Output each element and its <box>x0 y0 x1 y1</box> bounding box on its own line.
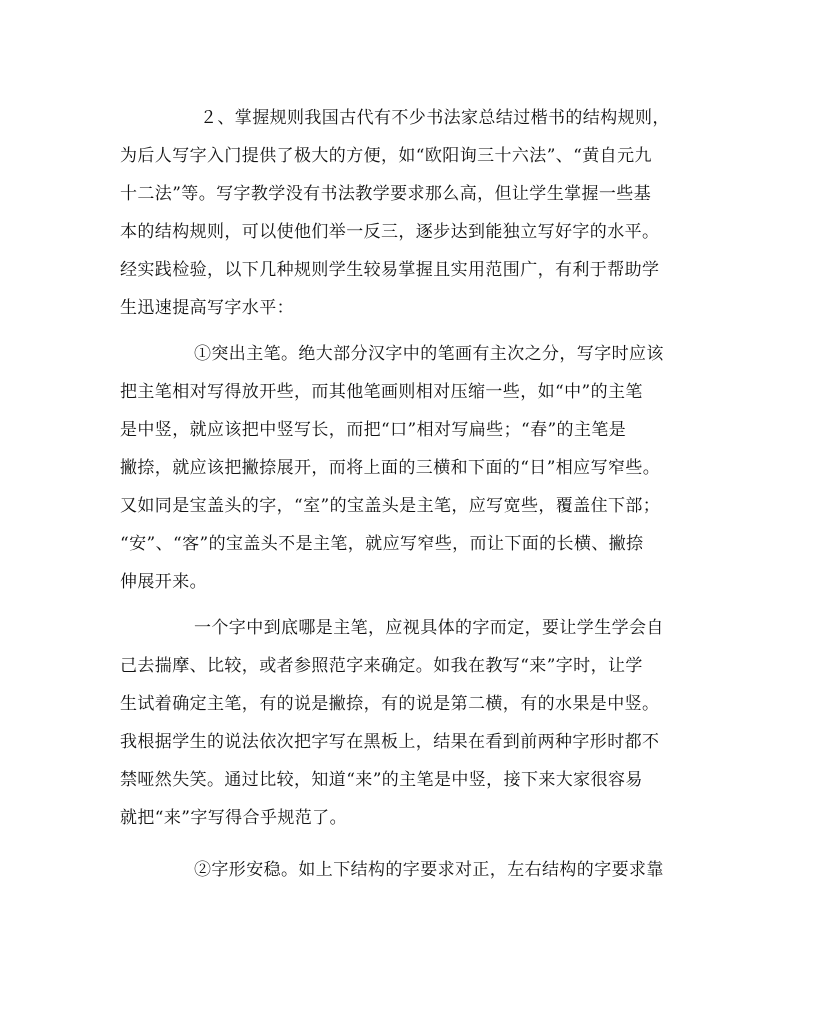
paragraph-2-line-7: 伸展开来。 <box>120 572 207 592</box>
paragraph-3-line-2: 己去揣摩、比较，或者参照范字来确定。如我在教写“来”字时，让学 <box>120 656 643 676</box>
paragraph-3-line-6: 就把“来”字写得合乎规范了。 <box>120 808 347 828</box>
paragraph-2-line-4: 撇捺，就应该把撇捺展开，而将上面的三横和下面的“日”相应写窄些。 <box>120 458 661 478</box>
paragraph-1-line-5: 经实践检验，以下几种规则学生较易掌握且实用范围广，有利于帮助学 <box>120 260 660 280</box>
paragraph-3-line-3: 生试着确定主笔，有的说是撇捺，有的说是第二横，有的水果是中竖。 <box>120 694 660 714</box>
paragraph-1-line-3: 十二法”等。写字教学没有书法教学要求那么高，但让学生掌握一些基 <box>120 184 652 204</box>
paragraph-1-line-4: 本的结构规则，可以使他们举一反三，逐步达到能独立写好字的水平。 <box>120 222 660 242</box>
paragraph-3-line-5: 禁哑然失笑。通过比较，知道“来”的主笔是中竖，接下来大家很容易 <box>120 770 643 790</box>
document-body <box>120 0 698 1021</box>
paragraph-4-line-1: ②字形安稳。如上下结构的字要求对正，左右结构的字要求靠 <box>194 860 664 880</box>
paragraph-2-line-6: “安”、“客”的宝盖头不是主笔，就应写窄些，而让下面的长横、撇捺 <box>120 534 644 554</box>
paragraph-2-line-2: 把主笔相对写得放开些，而其他笔画则相对压缩一些，如“中”的主笔 <box>120 382 643 402</box>
paragraph-2-line-5: 又如同是宝盖头的字，“室”的宝盖头是主笔，应写宽些，覆盖住下部； <box>120 496 661 516</box>
paragraph-1-line-6: 生迅速提高写字水平： <box>120 298 294 318</box>
paragraph-1-line-1: ２、掌握规则我国古代有不少书法家总结过楷书的结构规则， <box>200 108 670 128</box>
paragraph-2-line-3: 是中竖，就应该把中竖写长，而把“口”相对写扁些；“春”的主笔是 <box>120 420 627 440</box>
paragraph-3-line-1: 一个字中到底哪是主笔，应视具体的字而定，要让学生学会自 <box>194 618 664 638</box>
paragraph-1-line-2: 为后人写字入门提供了极大的方便，如“欧阳询三十六法”、“黄自元九 <box>120 146 652 166</box>
paragraph-2-line-1: ①突出主笔。绝大部分汉字中的笔画有主次之分，写字时应该 <box>194 344 664 364</box>
paragraph-3-line-4: 我根据学生的说法依次把字写在黑板上，结果在看到前两种字形时都不 <box>120 732 660 752</box>
